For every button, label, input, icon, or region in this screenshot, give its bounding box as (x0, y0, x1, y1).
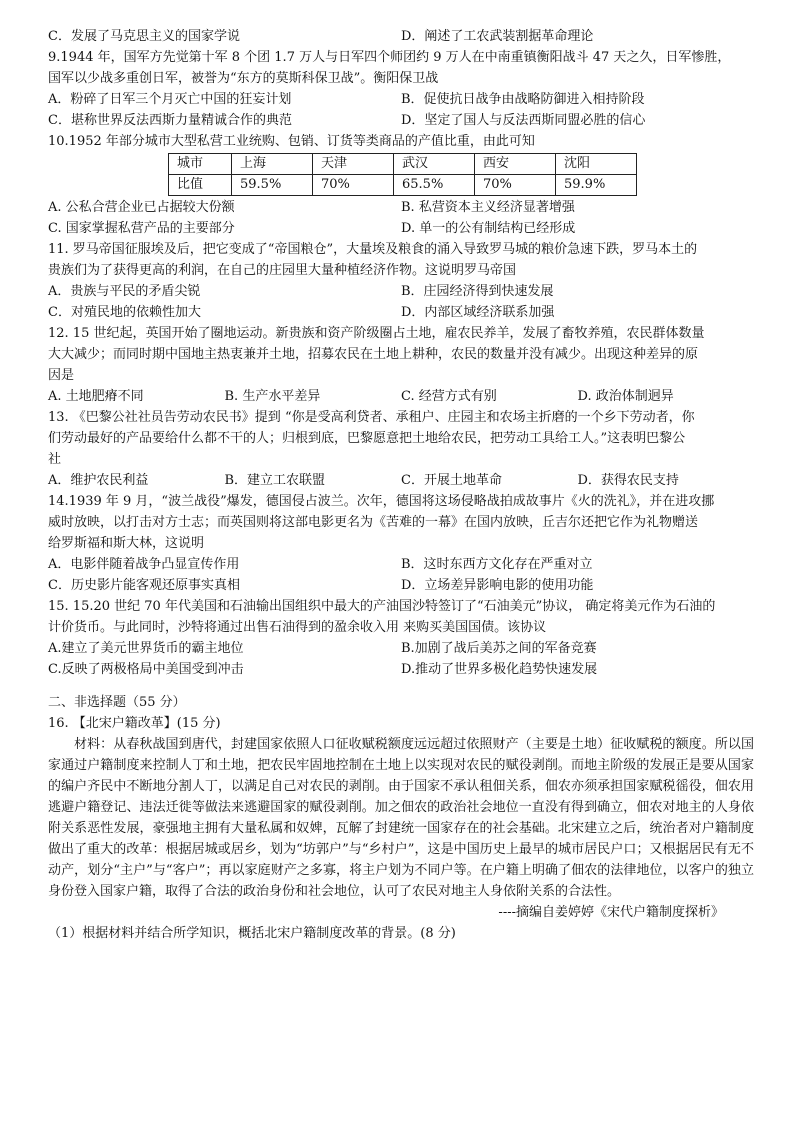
table-row-values (169, 175, 637, 196)
q12-option-a[interactable]: A. 土地肥瘠不同 (48, 389, 144, 404)
table-cell-value: 59.9% (556, 175, 637, 196)
q9-stem-line-2: 国军以少战多重创日军，被誉为“东方的莫斯科保卫战”。衡阳保卫战 (48, 71, 439, 86)
q13-option-a[interactable]: A．维护农民利益 (48, 473, 149, 488)
table-cell-city: 上海 (232, 154, 313, 175)
q13-stem-line-2: 们劳动最好的产品要给什么都不干的人；归根到底，巴黎愿意把土地给农民，把劳动工具给工人。”这表明巴黎公 (48, 431, 686, 446)
q14-option-a[interactable]: A．电影伴随着战争凸显宣传作用 (48, 557, 240, 572)
q11-options-row-2 (48, 302, 754, 323)
q9-stem-line-1: 9.1944 年，国军方先觉第十军 8 个团 1.7 万人与日军四个师团约 9 万人在中南重镇衡阳战斗 47 天之久，日军惨胜， (48, 50, 731, 65)
q11-stem-line-1: 11. 罗马帝国征服埃及后，把它变成了“帝国粮仓”，大量埃及粮食的涌入导致罗马城的粮价急速下跌，罗马本土的 (48, 242, 698, 257)
q12-stem-line-1: 12. 15 世纪起，英国开始了圈地运动。新贵族和资产阶级圈占土地，雇农民养羊，发展了畜牧养殖，农民群体数量 (48, 326, 705, 341)
q8-options-row (48, 26, 754, 47)
q15-stem-line-1: 15. 15.20 世纪 70 年代美国和石油输出国组织中最大的产油国沙特签订了“石油美元”协议， 确定将美元作为石油的 (48, 599, 716, 614)
q12-option-b[interactable]: B. 生产水平差异 (224, 389, 321, 404)
q9-option-c[interactable]: C．堪称世界反法西斯力量精诚合作的典范 (48, 113, 292, 128)
q15-options-row-1 (48, 638, 754, 659)
q14-stem-line-2: 威时放映，以打击对方士志；而英国则将这部电影更名为《苦难的一幕》在国内放映，丘吉尔还把它作为礼物赠送 (48, 515, 699, 530)
q14-option-d[interactable]: D．立场差异影响电影的使用功能 (401, 578, 594, 593)
table-cell-city: 沈阳 (556, 154, 637, 175)
q10-options-row-2 (48, 218, 754, 239)
q14-options-row-1 (48, 554, 754, 575)
q16-title: 16. 【北宋户籍改革】(15 分) (48, 716, 221, 731)
q15-option-d[interactable]: D.推动了世界多极化趋势快速发展 (401, 662, 598, 677)
q12-stem-line-2: 大大减少；而同时期中国地主热衷兼并土地，招募农民在土地上耕种，农民的数量并没有减少。出现这种差异的原 (48, 347, 699, 362)
q11-stem-line-2: 贵族们为了获得更高的利润，在自己的庄园里大量种植经济作物。这说明罗马帝国 (48, 263, 517, 278)
q10-stem: 10.1952 年部分城市大型私营工业统购、包销、订货等类商品的产值比重，由此可知 (48, 134, 535, 149)
q10-option-a[interactable]: A. 公私合营企业已占据较大份额 (48, 200, 235, 215)
q9-option-a[interactable]: A．粉碎了日军三个月灭亡中国的狂妄计划 (48, 92, 292, 107)
q13-option-b[interactable]: B．建立工农联盟 (224, 473, 326, 488)
q13-options-row (48, 470, 754, 491)
q15-option-b[interactable]: B.加剧了战后美苏之间的军备竞赛 (401, 641, 597, 656)
q15-option-a[interactable]: A.建立了美元世界货币的霸主地位 (48, 641, 244, 656)
q14-stem-line-1: 14.1939 年 9 月，“波兰战役”爆发，德国侵占波兰。次年，德国将这场侵略战拍成故事片《火的洗礼》，并在进攻挪 (48, 494, 715, 509)
q10-options-row-1 (48, 197, 754, 218)
q10-ratio-table (168, 153, 637, 196)
table-header-city: 城市 (169, 154, 232, 175)
q8-option-d[interactable]: D．阐述了工农武装割据革命理论 (401, 29, 594, 44)
table-cell-city: 武汉 (394, 154, 475, 175)
q11-option-d[interactable]: D．内部区域经济联系加强 (401, 305, 555, 320)
table-header-ratio: 比值 (169, 175, 232, 196)
table-cell-city: 西安 (475, 154, 556, 175)
table-cell-value: 70% (313, 175, 394, 196)
table-row-cities (169, 154, 637, 175)
q14-option-b[interactable]: B．这时东西方文化存在严重对立 (401, 557, 593, 572)
q11-options-row-1 (48, 281, 754, 302)
q13-option-d[interactable]: D．获得农民支持 (577, 473, 679, 488)
q11-option-b[interactable]: B．庄园经济得到快速发展 (401, 284, 554, 299)
q15-option-c[interactable]: C.反映了两极格局中美国受到冲击 (48, 662, 244, 677)
section-2-title: 二、非选择题（55 分） (48, 695, 186, 710)
q14-stem-line-3: 给罗斯福和斯大林，这说明 (48, 536, 205, 551)
q12-option-c[interactable]: C. 经营方式有别 (401, 389, 497, 404)
table-cell-value: 59.5% (232, 175, 313, 196)
q10-option-d[interactable]: D. 单一的公有制结构已经形成 (401, 221, 576, 236)
q16-source: ----摘编自姜婷婷《宋代户籍制度探析》 (498, 905, 724, 920)
q14-option-c[interactable]: C．历史影片能客观还原事实真相 (48, 578, 240, 593)
q8-option-c[interactable]: C．发展了马克思主义的国家学说 (48, 29, 240, 44)
q14-options-row-2 (48, 575, 754, 596)
q9-options-row-2 (48, 110, 754, 131)
q12-option-d[interactable]: D. 政治体制迥异 (577, 389, 674, 404)
exam-page (48, 26, 754, 944)
q15-stem-line-2: 计价货币。与此同时，沙特将通过出售石油得到的盈余收入用 来购买美国国债。该协议 (48, 620, 547, 635)
q11-option-a[interactable]: A．贵族与平民的矛盾尖锐 (48, 284, 201, 299)
q13-stem-line-1: 13. 《巴黎公社社员告劳动农民书》提到 “你是受高利贷者、承租户、庄园主和农场主折磨的一个乡下劳动者，你 (48, 410, 695, 425)
q12-options-row (48, 386, 754, 407)
q9-options-row-1 (48, 89, 754, 110)
table-cell-city: 天津 (313, 154, 394, 175)
q10-option-b[interactable]: B. 私营资本主义经济显著增强 (401, 200, 575, 215)
q9-option-b[interactable]: B．促使抗日战争由战略防御进入相持阶段 (401, 92, 645, 107)
q16-material: 材料：从春秋战国到唐代，封建国家依照人口征收赋税额度远远超过依照财产（主要是土地）征收赋税的额度。所以国家通过户籍制度来控制人丁和土地，把农民牢固地控制在土地上以实现对农民的赋役剥削。而地主阶级的发展正是要从国家的编户齐民中不断地分割人丁，以满足自己对农民的剥削。由于国家不承认租佃关系，佃农亦须承担国家赋税徭役，佃农用逃避户籍登记、违法迁徙等做法来逃避国家的赋役剥削。加之佃农的政治社会地位一直没有得到确立，佃农对地主的人身依附关系恶性发展，豪强地主拥有大量私属和奴婢，瓦解了封建统一国家存在的社会基础。北宋建立之后，统治者对户籍制度做出了重大的改革：根据居城或居乡，划为“坊郭户”与“乡村户”，这是中国历史上最早的城市居民户口；又根据居民有无不动产，划分“主户”与“客户”；再以家庭财产之多寡，将主户划为不同户等。在户籍上明确了佃农的法律地位，以客户的独立身份登入国家户籍，取得了合法的政治身份和社会地位，认可了农民对地主人身依附关系的合法性。 (48, 737, 754, 899)
q12-stem-line-3: 因是 (48, 368, 75, 383)
q15-options-row-2 (48, 659, 754, 680)
q13-option-c[interactable]: C．开展土地革命 (401, 473, 502, 488)
q13-stem-line-3: 社 (48, 452, 62, 467)
q9-option-d[interactable]: D．坚定了国人与反法西斯同盟必胜的信心 (401, 113, 646, 128)
table-cell-value: 65.5% (394, 175, 475, 196)
q16-sub-question-1: （1）根据材料并结合所学知识，概括北宋户籍制度改革的背景。(8 分) (48, 926, 456, 941)
table-cell-value: 70% (475, 175, 556, 196)
q11-option-c[interactable]: C．对殖民地的依赖性加大 (48, 305, 201, 320)
q10-option-c[interactable]: C. 国家掌握私营产品的主要部分 (48, 221, 235, 236)
